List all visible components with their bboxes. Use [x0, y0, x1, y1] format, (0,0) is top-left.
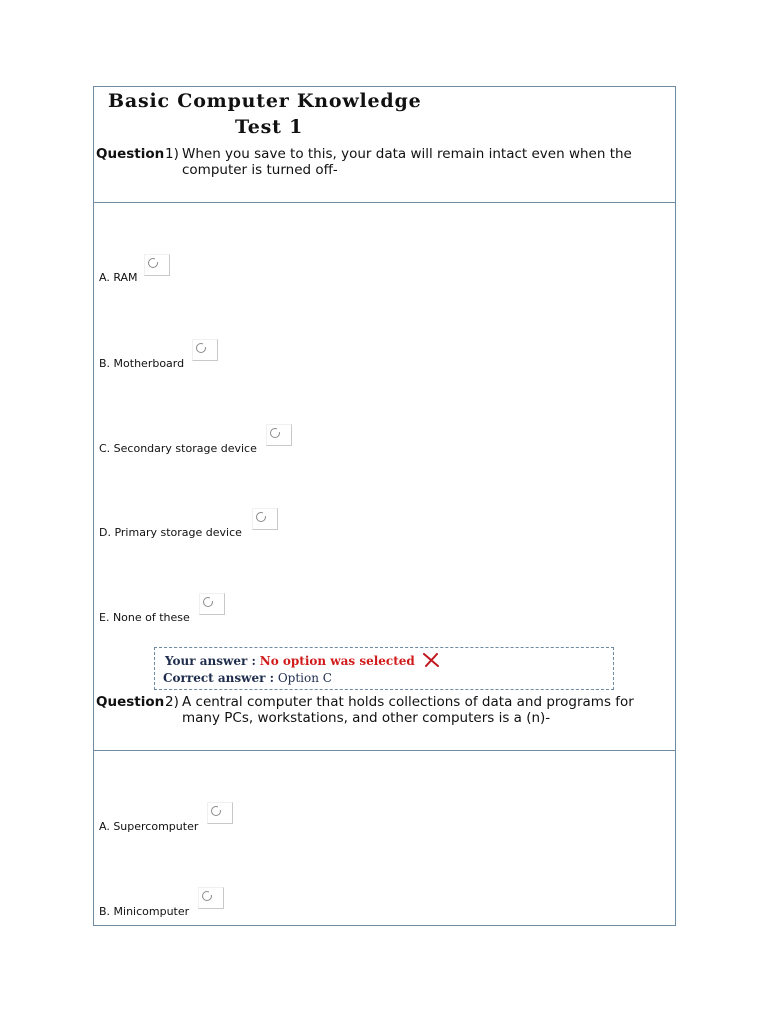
answer-feedback-box — [154, 647, 614, 690]
q2-option-b-radio[interactable] — [198, 887, 224, 909]
correct-answer-label: Correct answer : — [163, 671, 275, 685]
q1-option-d-label: D. Primary storage device — [99, 526, 242, 539]
q1-option-b[interactable] — [99, 357, 184, 370]
correct-answer-row — [163, 671, 332, 685]
radio-button-icon — [203, 597, 213, 607]
q1-option-e-radio[interactable] — [199, 593, 225, 615]
q1-option-b-radio[interactable] — [192, 339, 218, 361]
your-answer-value: No option was selected — [259, 654, 415, 668]
page-title: Basic Computer Knowledge — [108, 90, 422, 112]
divider — [94, 202, 676, 203]
radio-button-icon — [148, 258, 158, 268]
q1-option-c-radio[interactable] — [266, 424, 292, 446]
q1-option-e-label: E. None of these — [99, 611, 190, 624]
q1-option-c-label: C. Secondary storage device — [99, 442, 257, 455]
q2-option-a[interactable] — [99, 820, 198, 833]
q1-option-d[interactable] — [99, 526, 242, 539]
question-2-text: A central computer that holds collections of data and programs for many PCs, workstations, and other computers is a (n)- — [182, 694, 634, 726]
radio-button-icon — [270, 428, 280, 438]
question-1-label: Question — [96, 146, 165, 162]
test-frame — [93, 86, 676, 926]
question-1-number: 1) — [165, 146, 179, 162]
q1-option-a-label: A. RAM — [99, 271, 138, 284]
question-2-label: Question — [96, 694, 165, 710]
q2-option-b-label: B. Minicomputer — [99, 905, 190, 918]
radio-button-icon — [202, 891, 212, 901]
q1-option-b-label: B. Motherboard — [99, 357, 185, 370]
q2-option-a-radio[interactable] — [207, 802, 233, 824]
radio-button-icon — [196, 343, 206, 353]
radio-button-icon — [256, 512, 266, 522]
question-2-number: 2) — [165, 694, 179, 710]
radio-button-icon — [211, 806, 221, 816]
page-subtitle: Test 1 — [235, 116, 304, 138]
question-1-text: When you save to this, your data will remain intact even when the computer is turned off- — [182, 146, 632, 178]
cross-icon — [423, 653, 439, 667]
q2-option-b[interactable] — [99, 905, 189, 918]
q2-option-a-label: A. Supercomputer — [99, 820, 199, 833]
q1-option-d-radio[interactable] — [252, 508, 278, 530]
q1-option-a-radio[interactable] — [144, 254, 170, 276]
q1-option-e[interactable] — [99, 611, 190, 624]
your-answer-label: Your answer : — [165, 654, 256, 668]
q1-option-c[interactable] — [99, 442, 257, 455]
correct-answer-value: Option C — [277, 671, 332, 685]
divider — [94, 750, 676, 751]
q1-option-a[interactable] — [99, 271, 138, 284]
your-answer-row — [165, 653, 439, 668]
